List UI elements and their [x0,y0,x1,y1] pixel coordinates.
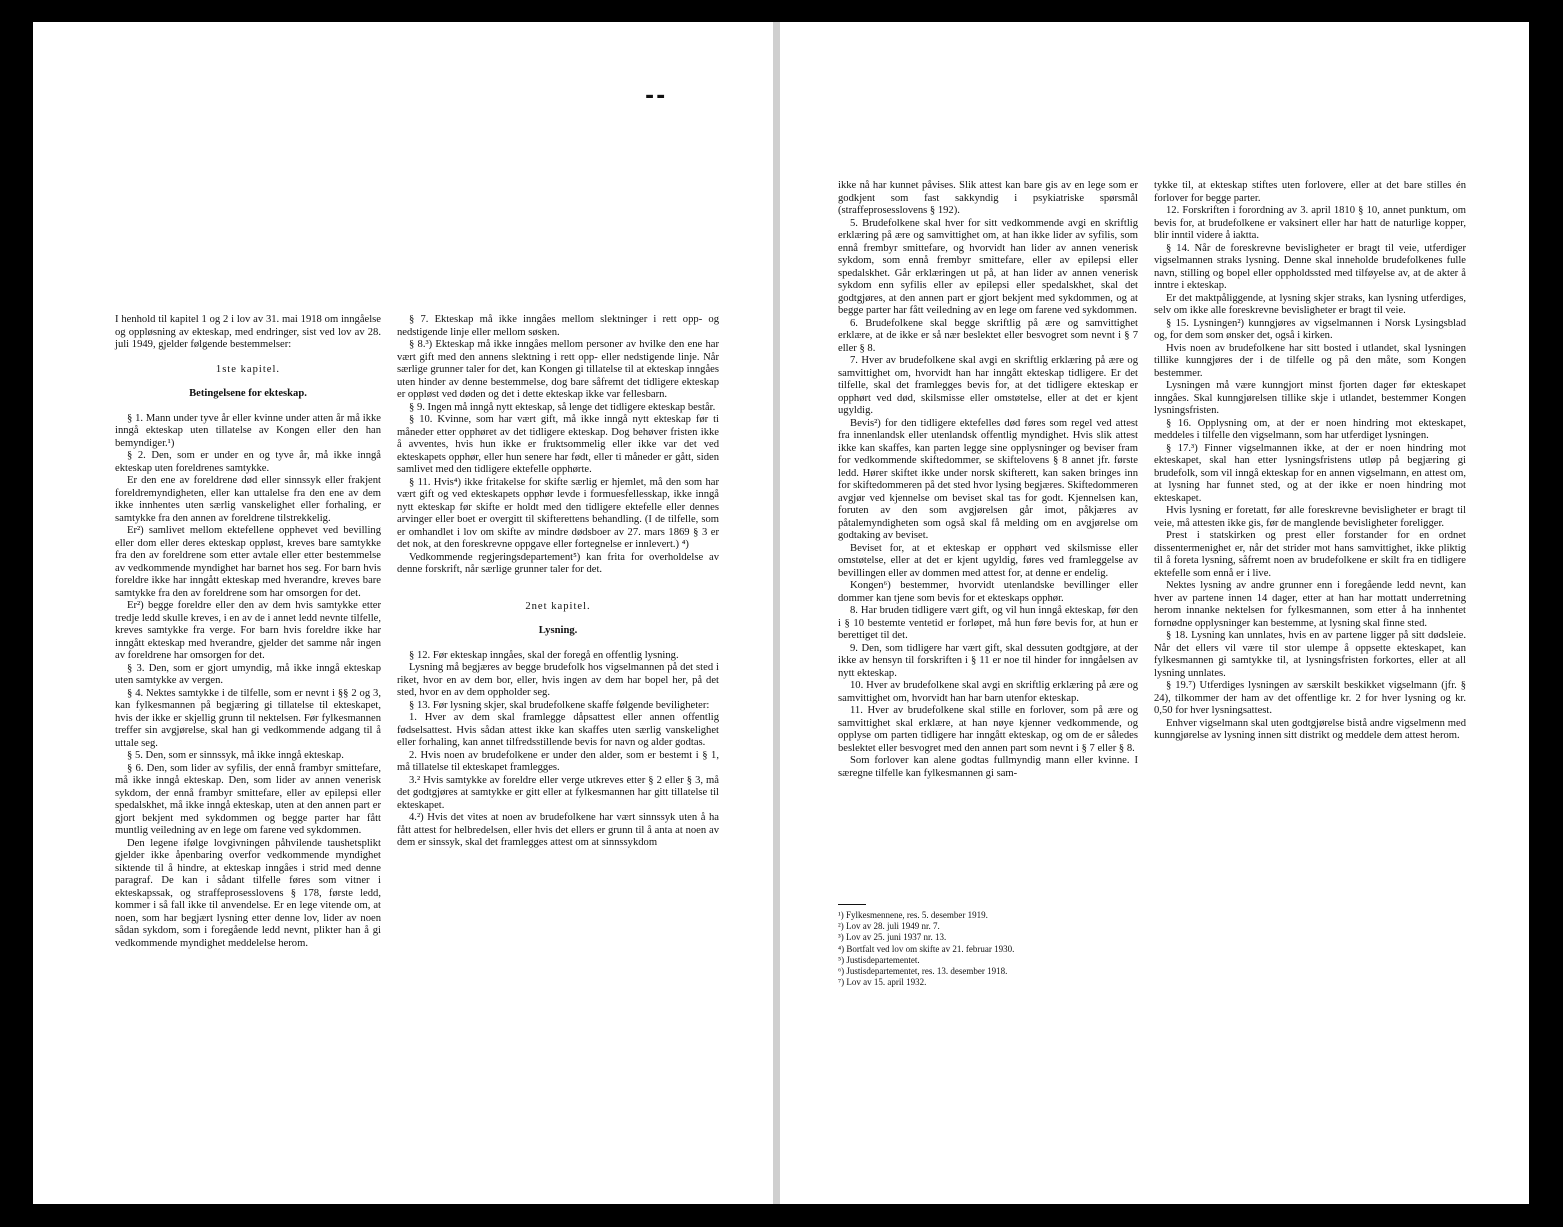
page-mark: -- [645,84,668,109]
paragraph: § 2. Den, som er under en og tyve år, må ikke inngå ekteskap uten foreldrenes samtykke. [115,450,381,474]
paragraph: § 3. Den, som er gjort umyndig, må ikke inngå ekteskap uten samtykke av vergen. [115,662,381,686]
paragraph: I henhold til kapitel 1 og 2 i lov av 31. mai 1918 om inngåelse og oppløsning av ekteskap, med endringer, sist ved lov av 28. juli 1949, gjelder følgende bestemmelser: [115,314,381,350]
paragraph: § 10. Kvinne, som har vært gift, må ikke inngå nytt ekteskap før ti måneder etter opphøret av det tidligere ekteskap. Dog behøver fristen ikke å avventes, hvis hun ikke er fruktsommelig eller ikke var det ved ekteskapets opphør, eller hun senere har født, eller ti måneder er gått, siden samlivet med den tidligere ektefelle opphørte. [397,414,719,475]
paragraph: § 1. Mann under tyve år eller kvinne under atten år må ikke inngå ekteskap uten tillatelse av Kongen eller den han bemyndiger.¹) [115,412,381,449]
paragraph: Nektes lysning av andre grunner enn i foregående ledd nevnt, kan hver av partene innen 14 dager, etter at han har mottatt underretning herom innanke nektelsen for fylkesmannen, som etter å ha innhentet fornødne opplysninger kan bestemme, at lysning skal finne sted. [1154,580,1466,629]
paragraph: Bevis²) for den tidligere ektefelles død føres som regel ved attest fra innenlandsk eller utenlandsk offentlig myndighet. Hvis slik attest ikke kan skaffes, kan parten legge sine opplysninger og beviser fram for vedkommende skiftedommer, se skiftelovens § 8 annet jfr. første ledd. Hører skiftet ikke under norsk skifterett, kan saken bringes inn for skiftedommeren på det sted hvor lysing begjæres. Skiftedommeren avgjør ved kjennelse om beviset skal tas for godt. Kjennelsen kan, foruten av den som avgjørelsen går imot, påkjæres av påtalemyndigheten som også skal få melding om en avgjørelse om godtaking av beviset. [838,417,1138,541]
right-column-2 [1154,180,1466,743]
paragraph: 3.² Hvis samtykke av foreldre eller verge utkreves etter § 2 eller § 3, må det godtgjøres at samtykke er gitt eller at fylkesmannen har gitt tillatelse til ekteskapet. [397,774,719,811]
left-column-2 [397,314,719,850]
paragraph: 5. Brudefolkene skal hver for sitt vedkommende avgi en skriftlig erklæring på ære og samvittighet om, at han ikke lider av syfilis, som ennå frembyr smittefare, og hvorvidt han lider av annen venerisk sykdom, som ennå frembyr smittefare, eller av epilepsi eller spedalskhet. Går erklæringen ut på, at han lider av annen venerisk sykdom enn syfilis eller av epilepsi eller spedalskhet, skal det godtgjøres, at den annen part er gjort bekjent med sykdommen, og at begge parter har fått veiledning av en lege om farene ved sykdommen. [838,217,1138,316]
spacer [397,589,719,601]
paragraph: § 16. Opplysning om, at der er noen hindring mot ekteskapet, meddeles i tilfelle den vigselmann, som har utferdiget lysningen. [1154,417,1466,441]
paragraph: Lysning må begjæres av begge brudefolk hos vigselmannen på det sted i riket, hvor en av dem bor, eller, hvis ingen av dem har bopel her, på det sted, hvor en av dem oppholder seg. [397,662,719,698]
footnote-item: ⁷) Lov av 15. april 1932. [838,977,927,988]
footnotes [838,910,1138,988]
paragraph: Beviset for, at et ekteskap er opphørt ved skilsmisse eller omstøtelse, eller at det er kjent ugyldig, føres ved framleggelse av bevillingen eller av dommen med attest for, at denne er endelig. [838,542,1138,579]
spacer [115,376,381,388]
spacer [115,401,381,413]
paragraph: Er²) samlivet mellom ektefellene opphevet ved bevilling eller dom eller deres ekteskap oppløst, kreves bare samtykke fra den av foreldrene som etter avtale eller etter bestemmelse av vedkommende myndighet har barnet hos seg. For barn hvis foreldre ikke har inngått ekteskap med hverandre, kreves bare samtykke fra den av foreldrene som har omsorgen for det. [115,525,381,599]
chapter-heading: 2net kapitel. [525,600,591,612]
footnote-item: ⁶) Justisdepartementet, res. 13. desember 1918. [838,966,1008,977]
paragraph: § 18. Lysning kan unnlates, hvis en av partene ligger på sitt dødsleie. Når det ellers vil være til stor ulempe å oppsette ekteskapet, kan fylkesmannen gi samtykke til, at lysningsfristen forkortes, eller at all lysning unnlates. [1154,630,1466,679]
paragraph: § 19.⁷) Utferdiges lysningen av særskilt beskikket vigselmann (jfr. § 24), tilkommer der ham av det offentlige kr. 2 for hver lysning og kr. 0,50 for hver lysningsattest. [1154,680,1466,716]
paragraph: ikke nå har kunnet påvises. Slik attest kan bare gis av en lege som er godkjent som fast sakkyndig i psykiatriske spørsmål (straffeprosesslovens § 192). [838,180,1138,216]
paragraph: 7. Hver av brudefolkene skal avgi en skriftlig erklæring på ære og samvittighet om, hvorvidt han har inngått ekteskap tidligere. Er det tilfelle, skal det framlegges bevis for, at det tidligere ekteskap er opphørt ved død, skilsmisse eller omstøtelse, eller at det er kjent ugyldig. [838,355,1138,416]
paragraph: Er²) begge foreldre eller den av dem hvis samtykke etter tredje ledd skulle kreves, i en av de i annet ledd nevnte tilfelle, kreves samtykke fra verge. For barn hvis foreldre ikke har inngått ekteskap med hverandre, gjelder det samme når ingen av foreldrene har omsorgen for det. [115,600,381,661]
paragraph: Lysningen må være kunngjort minst fjorten dager før ekteskapet inngåes. Skal kunngjørelsen tillike skje i utlandet, bestemmer Kongen lysningsfristen. [1154,380,1466,416]
paragraph: tykke til, at ekteskap stiftes uten forlovere, eller at det bare stilles én forlover for begge parter. [1154,180,1466,204]
footnote-item: ³) Lov av 25. juni 1937 nr. 13. [838,932,947,943]
left-page [33,22,773,1204]
paragraph: § 5. Den, som er sinnssyk, må ikke inngå ekteskap. [127,750,344,761]
paragraph: § 8.³) Ekteskap må ikke inngåes mellom personer av hvilke den ene har vært gift med den annens slektning i rett opp- eller nedstigende linje. Når særlige grunner taler for det, kan Kongen gi tillatelse til at ekteskap inngåes uten hinder av denne bestemmelse, dog bare såfremt det tidligere ekteskap er oppløst ved døden og det i dette ekteskap ikke var fellesbarn. [397,339,719,400]
right-page [780,22,1529,1204]
footnote-item: ¹) Fylkesmennene, res. 5. desember 1919. [838,910,988,920]
paragraph: § 15. Lysningen²) kunngjøres av vigselmannen i Norsk Lysingsblad og, for dem som ønsker det, også i kirken. [1154,317,1466,341]
paragraph: Som forlover kan alene godtas fullmyndig mann eller kvinne. I særegne tilfelle kan fylkesmannen gi sam- [838,755,1138,779]
paragraph: § 13. Før lysning skjer, skal brudefolkene skaffe følgende beviligheter: [409,699,710,711]
chapter-heading: 1ste kapitel. [215,363,281,375]
paragraph: § 6. Den, som lider av syfilis, der ennå frambyr smittefare, må ikke inngå ekteskap. Den, som lider av annen venerisk sykdom, der ennå frambyr smittefare, eller av epilepsi eller spedalskhet, må ikke inngå ekteskap, uten at den annen part er gjort bekjent med sykdommen og begge parter har fått muntlig veiledning av en lege om farene ved sykdommen. [115,762,381,836]
paragraph: Vedkommende regjeringsdepartement⁵) kan frita for overholdelse av denne forskrift, når særlige grunner taler for det. [397,551,719,575]
spacer [397,613,719,625]
left-column-1 [115,314,381,950]
paragraph: Er den ene av foreldrene død eller sinnssyk eller frakjent foreldremyndigheten, eller kan uttalelse fra den ene av dem ikke innhentes uten særlig vanskelighet eller forhaling, er samtykke fra den annen av foreldrene tilstrekkelig. [115,475,381,524]
paragraph: § 14. Når de foreskrevne bevisligheter er bragt til veie, utferdiger vigselmannen straks lysning. Denne skal inneholde brudefolkenes fulle navn, stilling og bopel eller oppholdssted med tilføyelse av, at de akter å inntre i ekteskap. [1154,242,1466,291]
paragraph: 9. Den, som tidligere har vært gift, skal dessuten godtgjøre, at der ikke av hensyn til forskriften i § 11 er noe til hinder for inngåelsen av nytt ekteskap. [838,642,1138,679]
paragraph: Den legene ifølge lovgivningen påhvilende taushetsplikt gjelder ikke åpenbaring overfor vedkommende myndighet siktende til å hindre, at ekteskap inngåes i strid med denne paragraf. De kan i sådant tilfelle føres som vitner i ekteskapssak, og straffeprosesslovens § 178, første ledd, kommer i så fall ikke til anvendelse. Er en lege vitende om, at noen, som har begjært lysning etter denne lov, lider av noen sådan sykdom, som i foregående ledd nevnt, plikter han å gi vedkommende myndighet meddelelse herom. [115,837,381,949]
paragraph: 1. Hver av dem skal framlegge dåpsattest eller annen offentlig fødselsattest. Hvis sådan attest ikke kan skaffes uten særlig vanskelighet eller forhaling, kan annet tilfredsstillende bevis for navn og alder godtas. [397,712,719,748]
spacer [115,352,381,364]
paragraph: Er det maktpåliggende, at lysning skjer straks, kan lysning utferdiges, selv om ikke alle foreskrevne bevisligheter er bragt til veie. [1154,292,1466,316]
paragraph: § 9. Ingen må inngå nytt ekteskap, så lenge det tidligere ekteskap består. [409,401,716,413]
paragraph: Hvis lysning er foretatt, før alle foreskrevne bevisligheter er bragt til veie, må attesten ikke gis, før de manglende bevisligheter foreligger. [1154,505,1466,529]
footnote-item: ⁴) Bortfalt ved lov om skifte av 21. februar 1930. [838,943,1015,954]
paragraph: Enhver vigselmann skal uten godtgjørelse bistå andre vigselmenn med kunngjørelse av lysning innen sitt distrikt og meddele dem attest herom. [1154,717,1466,741]
footnote-rule [838,904,866,905]
paragraph: § 7. Ekteskap må ikke inngåes mellom slektninger i rett opp- og nedstigende linje eller mellom søsken. [397,314,719,338]
spacer [397,638,719,650]
right-column-1 [838,180,1138,780]
section-heading: Betingelsene for ekteskap. [189,388,307,399]
paragraph: § 12. Før ekteskap inngåes, skal der foregå en offentlig lysning. [409,649,679,661]
paragraph: 2. Hvis noen av brudefolkene er under den alder, som er bestemt i § 1, må tillatelse til ekteskapet framlegges. [397,749,719,773]
section-heading: Lysning. [538,625,578,636]
paragraph: Hvis noen av brudefolkene har sitt bosted i utlandet, skal lysningen tillike kunngjøres der i de tilfelle og på den måte, som Kongen bestemmer. [1154,342,1466,379]
paragraph: § 11. Hvis⁴) ikke fritakelse for skifte særlig er hjemlet, må den som har vært gift og ved ekteskapets opphør levde i formuesfellesskap, ikke inngå nytt ekteskap før skifte er holdt med den tidligere ektefelle eller dennes arvinger eller boet er overgitt til skifterettens behandling. (I de tilfelle, som er omhandlet i lov om skifte av mindre dødsboer av 27. mars 1869 § 3 er det nok, at den foreskrevne oppgave eller fortegnelse er innlevert.) ⁴) [397,476,719,550]
footnote-item: ⁵) Justisdepartementet. [838,954,920,965]
paragraph: 6. Brudefolkene skal begge skriftlig på ære og samvittighet erklære, at de ikke er så nær beslektet eller besvogret som nevnt i § 7 eller § 8. [838,317,1138,354]
paragraph: § 17.³) Finner vigselmannen ikke, at der er noen hindring mot ekteskapet, skal han etter lysningsfristens utløp på begjæring gi brudefolk, som vil inngå ekteskap for en annen vigselmann, en attest om, at lysning har funnet sted, og at der ikke er noen hindring mot ekteskapet. [1154,442,1466,504]
paragraph: § 4. Nektes samtykke i de tilfelle, som er nevnt i §§ 2 og 3, kan fylkesmannen på begjæring gi tillatelse til ekteskapet, hvis der ikke er skjellig grunn til nektelsen. Før fylkesmannen treffer sin avgjørelse, skal han gi vedkommende adgang til å uttale seg. [115,687,381,749]
paragraph: 12. Forskriften i forordning av 3. april 1810 § 10, annet punktum, om bevis for, at brudefolkene er vaksinert eller har hatt de naturlige kopper, blir inntil videre å iaktta. [1154,205,1466,241]
paragraph: 11. Hver av brudefolkene skal stille en forlover, som på ære og samvittighet skal erklære, at han nøye kjenner vedkommende, og opplyse om parten tidligere har inngått ekteskap, og om de er således beslektet eller besvogret med den annen part som nevnt i § 7 eller § 8. [838,705,1138,754]
paragraph: 10. Hver av brudefolkene skal avgi en skriftlig erklæring på ære og samvittighet om, hvorvidt han har barn utenfor ekteskap. [838,680,1138,704]
spacer [397,577,719,589]
page-fold [773,22,780,1204]
paragraph: 8. Har bruden tidligere vært gift, og vil hun inngå ekteskap, før den i § 10 bestemte ventetid er forløpet, må hun føre bevis for, at hun er berettiget til det. [838,605,1138,641]
footnote-item: ²) Lov av 28. juli 1949 nr. 7. [838,921,940,932]
paragraph: Prest i statskirken og prest eller forstander for en ordnet dissentermenighet er, når det strider mot hans samvittighet, ikke pliktig til å foreta lysning, såfremt noen av brudefolkene er skilt fra en tidligere ektefelle som ennå er i live. [1154,530,1466,579]
paragraph: 4.²) Hvis det vites at noen av brudefolkene har vært sinnssyk uten å ha fått attest for helbredelsen, eller hvis det ellers er grunn til å anta at noen av dem er sinssyk, skal det framlegges attest om at sinnssykdom [397,812,719,848]
paragraph: Kongen⁶) bestemmer, hvorvidt utenlandske bevillinger eller dommer kan tjene som bevis for et ekteskaps opphør. [838,580,1138,604]
